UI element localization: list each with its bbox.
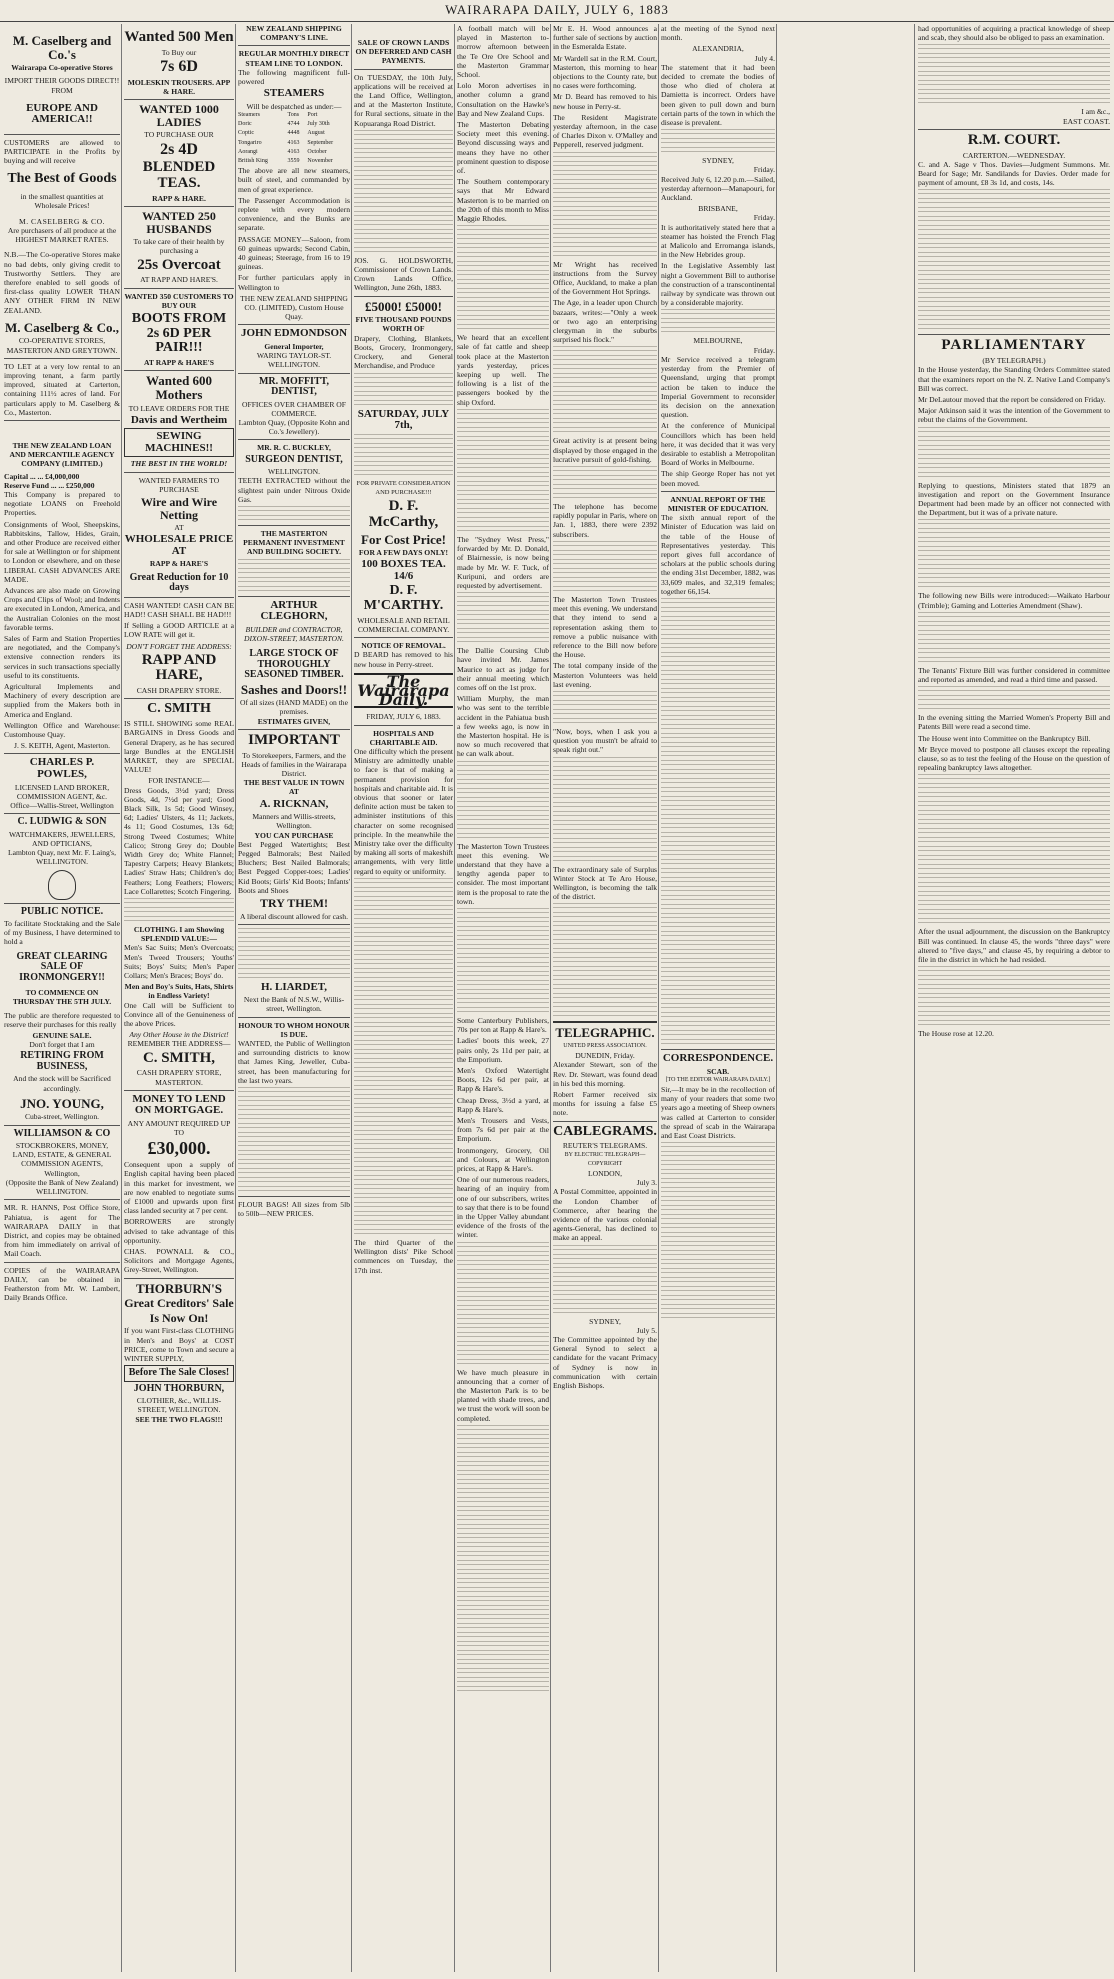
column-7 [661,24,775,1972]
column-4 [354,24,453,1972]
ricknan-address: Manners and Willis-streets, Wellington. [252,812,336,831]
retiring-heading: RETIRING FROM BUSINESS, [20,1050,104,1072]
import-line: IMPORT THEIR GOODS DIRECT!! FROM [4,76,120,95]
call-text: One Call will be Sufficient to Convince all of the Genuineness of the above Prices. [124,1000,234,1028]
monthly-line: REGULAR MONTHLY DIRECT STEAM LINE TO LONDON. [238,49,350,68]
remember-address: REMEMBER THE ADDRESS— [127,1039,231,1049]
builder: BUILDER and CONTRACTOR, DIXON-STREET, MASTERTON. [244,624,344,643]
moffitt-offices: OFFICES OVER CHAMBER OF COMMERCE. [241,399,346,418]
williamson-title: STOCKBROKERS, MONEY, LAND, ESTATE, & GENERAL COMMISSION AGENTS, Wellington, [12,1141,112,1178]
debating-item: The Masterton Debating Society meet this evening. Beyond discussing ways and means they have no other prominent question to dispose of. [457,120,549,176]
july-5: July 5. [636,1325,657,1335]
estimates: ESTIMATES GIVEN, [257,716,331,726]
young-name: JNO. YOUNG, [20,1095,104,1111]
southern-item: The Southern contemporary says that Mr Edward Masterton is to be married on the 20th of this month to Miss Maggie Rhodes. [457,177,549,224]
education-report: The sixth annual report of the Minister of Education was laid on the table of the House of Representatives yesterday. This report gives full accordance of scholars at the public schools during the ending 31st December, 1882, was 33,609 males, and 32,319 females; together 66,154. [661,513,775,596]
trustees-item: The Masterton Town Trustees meet this evening. We understand that they have a lengthy agenda paper to consider. The most important item is the proposal to rate the town. [457,841,549,906]
railway-item: In the Legislative Assembly last night a Government Bill to authorise the construction of a transcontinental railway by syndicate was thrown out by a considerable majority. [661,261,775,308]
produce-text: Are purchasers of all produce at the HIGHEST MARKET RATES. [7,225,117,245]
further-particulars: For further particulars apply in Wellington to [238,273,350,292]
oxford-boots-item: Men's Oxford Watertight Boots, 12s 6d per pair, at Rapp & Hare's. [457,1065,549,1094]
bankruptcy-item: The House went into Committee on the Bankruptcy Bill. [918,733,1091,743]
dont-forget-address: DON'T FORGET THE ADDRESS: [126,641,232,651]
column-6 [553,24,657,1972]
rapp-and-hare: RAPP AND HARE, [141,651,217,684]
reuters-line: REUTER'S TELEGRAMS. [562,1141,648,1151]
letter-signature: EAST COAST. [1063,116,1110,126]
farmer-item: Robert Farmer received six months for issuing a false £5 note. [553,1090,657,1118]
advances-text: Advances are also made on Growing Crops and Clips of Wool; and Indents are executed in London, America, and the Australian Colonies on the most favorable terms. [4,586,120,632]
wardell-item: Mr Wardell sat in the R.M. Court, Masterton, this morning to hear objections to the County rate, but no cases were forthcoming. [553,53,657,91]
column-rule [121,24,122,1972]
column-2 [124,24,234,1972]
thorburns: THORBURN'S [136,1280,222,1296]
wanted-public: WANTED, the Public of Wellington and surrounding districts to know that James King, Jeweller, Cuba-street, has been manufacturing for the last two years. [238,1039,350,1085]
copyright-line: BY ELECTRIC TELEGRAPH—COPYRIGHT [564,1151,646,1167]
large-stock: LARGE STOCK OF THOROUGHLY SEASONED TIMBER. [244,648,344,681]
blended-teas: BLENDED TEAS. [142,159,216,192]
caselberg-heading: M. Caselberg and Co.'s [12,33,112,62]
sydney-dateline: SYDNEY, [589,1316,621,1326]
ironmongery-item: Ironmongery, Grocery, Oil and Colours, at Wellington prices, at Rapp & Hare's. [457,1145,549,1174]
dunedin-dateline: DUNEDIN, Friday. [575,1051,635,1061]
service-item: Mr Service received a telegram yesterday from the Premier of Queensland, urging that prompt action be taken to induce the Imperial Government to reconsider its decision on the annexation question. [661,354,775,420]
williamson-address: (Opposite the Bank of New Zealand) WELLINGTON. [5,1177,119,1197]
capital-line: Capital ... ... £4,000,000 [4,471,80,481]
july-4: July 4. [754,53,775,63]
beard-removal: D BEARD has removed to his new house in Perry-street. [354,650,453,669]
synod-line: at the meeting of the Synod next month. [661,24,775,43]
postal-item: A Postal Committee, appointed in the London Chamber of Commerce, after hearing the evidence of the various colonial agents-General, has declined to make an appeal. [553,1187,657,1243]
firm-name: M. CASELBERG & CO. [18,216,105,226]
evening-item: In the evening sitting the Married Women's Property Bill and Patents Bill were read a second time. [918,713,1110,732]
cash-wanted: CASH WANTED! CASH CAN BE HAD!! CASH SHALL BE HAD!!! [124,600,234,619]
try-them: TRY THEM! [260,895,328,910]
agent-text: J. S. KEITH, Agent, Masterton. [14,741,110,751]
above-steamers: The above are all new steamers, built of steel, and commanded by men of great experience. [238,166,350,194]
consequent-text: Consequent upon a supply of English capital having been placed in this market for investment, we are now enabled to negotiate sums of £1000 and upwards upon first class landed security at 7 per cent. [124,1160,234,1216]
crown-lands-heading: SALE OF CROWN LANDS ON DEFERRED AND CASH PAYMENTS. [355,38,452,66]
column-rule [550,24,551,1972]
dont-forget: Don't forget that I am [29,1040,95,1050]
alexandria-dateline: ALEXANDRIA, [692,44,744,54]
nz-shipping-heading: NEW ZEALAND SHIPPING COMPANY'S LINE. [246,24,342,43]
creditors-sale: Great Creditors' Sale [124,1296,234,1311]
replying-item: Replying to questions, Ministers stated that 1879 an investigation and report on the Government Insurance Department had been made by an officer not connected with the Department, but it was of a private nature. [918,480,1110,518]
cost-price: For Cost Price! [361,531,446,547]
tuesday-text: On TUESDAY, the 10th July, applications will be received at the Land Office, Wellington, and at the Masterton Institute, for Rural sections, situate in the Kopuaranga Road District. [354,72,453,128]
wanted-250-husbands: WANTED 250 HUSBANDS [142,209,216,236]
john-thorburn: JOHN THORBURN, [133,1382,225,1394]
london-dateline: LONDON, [588,1168,622,1178]
to-buy-our: To Buy our [161,47,197,57]
july-3: July 3. [636,1178,657,1188]
nb-text: N.B.—The Co-operative Stores make no bad debts, only giving credit to Trustworthy Settlers. They are therefore enabled to sell goods of first-class quality LOWER THAN ANY OTHER FIRM IN NEW ZEALAND. [4,250,120,315]
table-row: Doric 4744 July 30th [238,121,330,128]
friday-2: Friday. [753,213,775,223]
great-reduction: Great Reduction for 10 days [129,571,229,594]
coop-stores-2: CO-OPERATIVE STORES, [18,336,106,346]
c-smith-2: C. SMITH, [142,1049,216,1066]
genuine-sale: GENUINE SALE. [32,1030,92,1040]
brisbane-dateline: BRISBANE, [698,204,738,214]
public-notice-heading: PUBLIC NOTICE. [20,905,104,917]
column-1 [4,24,120,1972]
ship-item: The ship George Roper has not yet been moved. [661,469,775,488]
page-header: WAIRARAPA DAILY, JULY 6, 1883 [445,2,669,17]
five-thousand-pounds: FIVE THOUSAND POUNDS WORTH OF [355,315,452,334]
c-smith: C. SMITH [147,701,211,717]
honour-heading: HONOUR TO WHOM HONOUR IS DUE. [238,1020,350,1039]
powles-title: LICENSED LAND BROKER, COMMISSION AGENT, &c. [14,782,110,801]
moleskin-trousers: MOLESKIN TROUSERS. APP & HARE. [127,77,231,96]
wanted-500-men: Wanted 500 Men [124,29,234,45]
boots-heading: BOOTS FROM 2s 6D PER PAIR!!! [131,311,227,356]
primacy-item: The Committee appointed by the General Synod to select a candidate for the vacant Primacy of Sydney is now in communication with certain English Bishops. [553,1334,657,1390]
mccarthy: D. F. McCarthy, [368,498,439,530]
williamson-heading: WILLIAMSON & CO [13,1127,111,1139]
smith-store: CASH DRAPERY STORE, MASTERTON. [136,1068,222,1087]
scab-letter: Sir,—It may be in the recollection of many of your readers that some two years ago a meeting of Sheep owners was called at Carterton to consider the spread of scab in the Wairarapa and East Coast Districts. [661,1084,775,1140]
location: MASTERTON AND GREYTOWN. [6,345,118,355]
powles-heading: CHARLES P. POWLES, [29,756,95,781]
for-instance: FOR INSTANCE— [148,776,210,786]
sewing-machines: SEWING MACHINES!! [124,428,234,457]
beard-item: Mr D. Beard has removed to his new house in Perry-st. [553,92,657,111]
shipping-company: THE NEW ZEALAND SHIPPING CO. (LIMITED), Custom House Quay. [240,293,348,322]
coop-stores: Wairarapa Co-operative Stores [11,63,113,73]
teeth-text: TEETH EXTRACTED without the slightest pain under Nitrous Oxide Gas. [238,476,350,504]
rm-court-heading: R.M. COURT. [967,131,1061,148]
column-rule [776,24,777,1972]
table-row: Aorangi 4163 October [238,148,327,155]
pownall-text: CHAS. POWNALL & CO., Solicitors and Mortgage Agents, Grey-Street, Wellington. [124,1246,234,1275]
at-rapp-hare-2: AT RAPP & HARE'S [144,358,214,368]
table-row: Coptic 4448 August [238,130,325,137]
wanted-600-mothers: Wanted 600 Mothers [145,373,213,402]
ludwig-title: WATCHMAKERS, JEWELLERS, AND OPTICIANS, [8,829,116,848]
young-address: Cuba-street, Wellington. [24,1112,100,1122]
readers-item: One of our numerous readers, hearing of an inquiry from one of our subscribers, writes to say that there is to be found in the Upper Valley abundant evidence of the frosts of the winter. [457,1175,549,1240]
other-house: Any Other House in the District! [129,1030,229,1040]
consignments-text: Consignments of Wool, Sheepskins, Rabbitskins, Tallow, Hides, Grain, and other Produce are received either for sale at Wellington or for shipment to London or elsewhere, and on these LIBERAL CASH ADVANCES ARE MADE. [4,519,120,584]
sum-30000: £30,000. [147,1138,211,1159]
wood-item: Mr E. H. Wood announces a further sale of sections by auction in the Esmeralda Estate. [553,24,657,52]
ludwig-heading: C. LUDWIG & SON [17,816,107,828]
discount-text: A liberal discount allowed for cash. [240,911,348,921]
dfm: D. F. M'CARTHY. [363,583,444,614]
boots-list: Best Pegged Watertights; Best Pegged Balmorals; Best Nailed Bluchers; Best Nailed Balmorals; Best Pegged Copper-toes; Ladies' Kid Boots; Girls' Kid Boots; Infants' Boots and Shoes [238,839,350,895]
table-row: British King 3559 November [238,157,333,164]
best-value: THE BEST VALUE IN TOWN AT [243,778,345,797]
public-notice-text: To facilitate Stocktaking and the Sale of my Business, I have determined to hold a [4,919,120,947]
tradesmen-text: To Storekeepers, Farmers, and the Heads of families in the Wairarapa District. [241,750,347,778]
hospitals-heading: HOSPITALS AND CHARITABLE AID. [369,728,438,747]
age-item: The Age, in a leader upon Church bazaars, writes:—"Only a week or two ago an enterprising clergyman in the suburbs surprised his flock." [553,298,657,345]
sizes-text: Of all sizes (HAND MADE) on the premises. [240,698,348,717]
atkinson-item: Major Atkinson said it was the intention of the Government to rebut the claims of the Government. [918,406,1110,425]
you-can-purchase: YOU CAN PURCHASE [254,830,334,840]
french-flag-item: It is authoritatively stated here that a steamer has hoisted the French Flag at Malicolo and Erromanga islands, in the New Hebrides group. [661,222,775,260]
news-body: We heard that an excellent sale of fat cattle and sheep took place at the Masterton yards yesterday, prices keeping up well. The following is a list of the passengers booked by the ship Oxford. [457,333,549,407]
office-text: Wellington Office and Warehouse: Customhouse Quay. [4,720,120,740]
saturday-date: SATURDAY, JULY 7th, [357,407,450,432]
cheap-dress-item: Cheap Dress, 3½d a yard, at Rapp & Hare's. [457,1095,549,1114]
price-2s-4d: 2s 4D [160,140,198,158]
clothes-list: Men's Sac Suits; Men's Overcoats; Men's Tweed Trousers; Youths' Suits; Boys' Suits; Men's Paper Collars; Men's Braces; Boys' do. [124,943,234,980]
following-steamers: The following magnificent full-powered [238,67,350,87]
by-telegraph: (BY TELEGRAPH.) [982,356,1046,366]
melbourne-dateline: MELBOURNE, [693,336,743,346]
manapouri-item: Received July 6, 12.20 p.m.—Sailed, yesterday afternoon—Manapouri, for Auckland. [661,174,775,203]
column-3 [238,24,350,1972]
despatched-line: Will be despatched as under:— [246,101,342,111]
sashes-doors: Sashes and Doors!! [240,681,348,697]
stewart-item: Alexander Stewart, son of the Rev. Dr. Stewart, was found dead in his bed this morning. [553,1060,657,1088]
cash-drapery-store: CASH DRAPERY STORE. [136,686,222,696]
conference-item: At the conference of Municipal Councillors which has been held here, it was decided that it was very desirable to establish a Metropolitan Board of Works in Melbourne. [661,421,775,468]
cholera-item: The statement that it had been decided to cremate the bodies of those who died of cholera at Damietta is incorrect. Orders have been given to pull down and burn certain parts of the town in which the disease is prevalent. [661,62,775,128]
europe-heading: EUROPE AND AMERICA!! [26,101,98,126]
goods-list: Dress Goods, 3½d yard; Dress Goods, 4d, 7½d per yard; Good Black Silk, 1s 5d; Good Winsey, 6d; Ladies' Ulsters, 4s 11; Jackets, 4s 11; Good Costumes, 13s 6d; Strong Tweed Costumes; White Calico; Strong Grey do; Double Width Grey do; White Flannel; Tapestry Carpets; Heavy Blankets; Ladies' Straw Hats; Children's do; Feathers; Long Feathers; Flowers; Lace Collarettes; Scotch Fingering. [124,785,234,896]
five-thousand: £5000! £5000! [365,298,442,314]
rapp-hare-1: RAPP & HARE. [152,193,206,203]
column-rule [235,24,236,1972]
header-rule [0,21,1114,22]
table-row: Tongariro 4163 September [238,139,334,146]
column-rule [914,24,915,1972]
boxes-tea: 100 BOXES TEA. 14/6 [361,558,446,582]
overcoat-heading: 25s Overcoat [137,256,221,273]
best-goods-heading: The Best of Goods [7,170,117,186]
sale-date: TO COMMENCE ON THURSDAY THE 5TH JULY. [12,988,112,1007]
trousers-item: Men's Trousers and Vests, from 7s 6d per pair at the Emporium. [457,1116,549,1144]
gold-fishing-item: Great activity is at present being displayed by those engaged in the lucrative pursuit of gold-fishing. [553,436,657,464]
liardet-address: Next the Bank of N.S.W., Willis-street, Wellington. [243,995,345,1014]
flour-bags: FLOUR BAGS! All sizes from 5lb to 50lb—NEW PRICES. [238,1200,350,1219]
clothing-heading: CLOTHING. I am Showing SPLENDID VALUE:— [133,924,225,944]
waring-address: WARING TAYLOR-ST. WELLINGTON. [256,351,332,370]
reserve-line: Reserve Fund ... ... £250,000 [4,480,95,490]
notice-of-removal: NOTICE OF REMOVAL. [361,641,446,651]
friday-1: Friday. [753,165,775,175]
clothier: CLOTHIER, &c., WILLIS-STREET, WELLINGTON. [136,1396,222,1415]
moffitt: MR. MOFFITT, DENTIST, [258,375,330,398]
best-goods-sub: in the smallest quantities at Wholesale Prices! [20,192,104,211]
leave-orders: TO LEAVE ORDERS FOR THE [128,403,230,413]
house-rose: The House rose at 12.20. [918,1029,994,1039]
standing-orders: In the House yesterday, the Standing Orders Committee stated that the examiners report on the N. Z. Native Land Company's Bill was correct. [918,365,1110,393]
any-amount: ANY AMOUNT REQUIRED UP TO [127,1118,231,1138]
caselberg-heading-2: M. Caselberg & Co., [4,319,120,335]
education-heading: ANNUAL REPORT OF THE MINISTER OF EDUCATION. [667,494,769,513]
liardet: H. LIARDET, [260,980,328,993]
is-now-on: Is Now On! [149,1310,209,1325]
volunteers-item: The total company inside of the Masterton Volunteers was held last evening. [553,661,657,689]
scab-letter-end: had opportunities of acquiring a practical knowledge of sheep and scab, they should also be obliged to pass an examination. [918,24,1110,43]
paper-title: The Wairarapa Daily. [354,673,453,709]
scab-heading: SCAB. [706,1066,730,1076]
wholesale-company: WHOLESALE AND RETAIL COMMERCIAL COMPANY. [357,615,450,635]
hospitals-text: One difficulty which the present Ministry are admittedly unable to face is that of making a permanent provision for hospitals and charitable aid. It is obvious that sooner or later definite action must be taken to administer institutions of this character on some recognised principle. In the meanwhile the Ministry take over the difficulty by making all sorts of makeshift arrangements, with very little regard to equity or uniformity. [354,747,453,876]
few-days: FOR A FEW DAYS ONLY! [358,548,449,558]
cablegrams-heading: CABLEGRAMS. [553,1123,657,1139]
rapp-hare-3: RAPP & HARE'S [149,559,209,569]
sunday-item: The "Sydney West Press," forwarded by Mr. D. Donald, of Blairnessie, is now being made by Mr. W. F. Tuck, of Kuripuni, and orders are requested by advertisement. [457,534,549,590]
health-text: To take care of their health by purchasing a [133,237,225,256]
passenger-accom: The Passenger Accommodation is replete with every modern convenience, and the Bunks are separate. [238,195,350,233]
smith-text: IS STILL SHOWING some REAL BARGAINS in Dress Goods and General Drapery, as he has secured large Bundles at the ENGLISH MARKET, they are SPECIAL VALUE! [124,719,234,775]
wanted-350-customers: WANTED 350 CUSTOMERS TO BUY OUR [124,291,234,310]
column-rule [658,24,659,1972]
price-7s-6d: 7s 6D [160,57,198,75]
wire-netting: Wire and Wire Netting [140,495,218,522]
football-item: A football match will be played in Masterton to-morrow afternoon between the Te Ore Ore School and the Masterton Grammar School. [457,24,549,80]
buckley-location: WELLINGTON. [268,467,320,477]
court-cases: C. and A. Sage v Thos. Davies—Judgment Summons. Mr. Beard for Sage; Mr. Sandilands for Davies. Order made for payment of amount, £8 3s 1d, and costs, 14s. [918,159,1110,188]
ladies-boots-item: Ladies' boots this week, 27 pairs only, 2s 11d per pair, at the Emporium. [457,1036,549,1064]
carterton-wednesday: CARTERTON.—WEDNESDAY. [962,150,1066,160]
to-purchase-our: TO PURCHASE OUR [144,130,214,140]
sales-text: Sales of Farm and Station Properties are negotiated, and the Company's extensive connection renders its services in such transactions specially useful to its constituents. [4,634,120,680]
customers-text: CUSTOMERS are allowed to PARTICIPATE in the Profits by buying and will receive [4,137,120,166]
at-rapp-hare: AT RAPP AND HARE'S. [140,275,218,285]
correspondence-heading: CORRESPONDENCE. [662,1051,774,1064]
shirts-line: Men and Boy's Suits, Hats, Shirts in Endless Variety! [124,982,234,1001]
trustees-item-2: The Masterton Town Trustees meet this evening. We understand that they intend to send a representation asking them to remove a public nuisance with reference to the Bill now before the House. [553,594,657,660]
telegraphic-heading: TELEGRAPHIC. [555,1025,655,1041]
permanent-society: THE MASTERTON PERMANENT INVESTMENT AND BUILDING SOCIETY. [243,528,345,557]
friday-3: Friday. [753,345,775,355]
two-flags: SEE THE TWO FLAGS!!! [135,1414,223,1424]
bryce-item: Mr Bryce moved to postpone all clauses except the repealing clause, so as to test the feeling of the House on the question of repealing bankruptcy laws altogether. [918,744,1110,773]
powles-office: Office—Wallis-Street, Wellington [10,800,114,810]
clearing-sale-heading: GREAT CLEARING SALE OF IRONMONGERY!! [16,950,108,983]
copies-notice: COPIES of the WAIRARAPA DAILY, can be obtained in Featherston from Mr. W. Lambert, Daily Brands Office. [4,1265,120,1303]
general-importer: General Importer, [264,341,324,351]
steamers-heading: STEAMERS [263,87,325,100]
sacrificed-text: And the stock will be Sacrificed accordingly. [13,1074,111,1093]
davis-wertheim: Davis and Wertheim [130,413,228,426]
watch-emblem-icon [48,870,76,900]
private-consideration: FOR PRIVATE CONSIDERATION AND PURCHASE!!! [356,479,451,496]
ricknan: A. RICKNAN, [259,797,329,810]
want-clothing: If you want First-class CLOTHING in Men's and Boys' at COST PRICE, come to Town and secure a WINTER SUPPLY, [124,1326,234,1364]
if-selling: If Selling a GOOD ARTICLE at a LOW RATE will get it. [124,621,234,640]
telephone-item: The telephone has become rapidly popular in Paris, where on Jan. 1, 1883, there were 2392 subscribers. [553,502,657,539]
best-in-world: THE BEST IN THE WORLD! [130,459,228,469]
surgeon-dentist: SURGEON DENTIST, [245,453,343,465]
wright-item: Mr Wright has received instructions from the Survey Office, Auckland, to make a plan of the Government Hot Springs. [553,259,657,297]
to-let-ad: TO LET at a very low rental to an improving tenant, a farm partly improved, situated at Carterton, containing 111½ acres of land. For particulars apply to M. Caselberg & Co., Masterton. [4,361,120,417]
fine-item: Some Canterbury Publishers, 70s per ton at Rapp & Hare's. [457,1015,549,1035]
to-editor: [TO THE EDITOR WAIRARAPA DAILY.] [665,1076,771,1083]
division-item: After the usual adjournment, the discussion on the Bankruptcy Bill was continued. In clause 45, the words "three days" were altered to "five days," and clause 45, by requiring a debtor to file in the district in which he had resided. [918,927,1110,964]
money-to-lend: MONEY TO LEND ON MORTGAGE. [132,1092,226,1117]
magistrate-item: The Resident Magistrate yesterday afternoon, in the case of Charles Dixon v. O'Malley and Pepperell, reserved judgment. [553,112,657,150]
before-sale-closes: Before The Sale Closes! [124,1365,234,1382]
hanns-notice: MR. R. HANNS, Post Office Store, Pahiatua, is agent for The WAIRARAPA DAILY in that District, and copies may be obtained from him immediately on arrival of Mail Coach. [4,1203,120,1259]
borrowers-text: BORROWERS are strongly advised to take advantage of this opportunity. [124,1217,234,1245]
delautour-item: Mr DeLautour moved that the report be considered on Friday. [918,394,1106,404]
paper-date: FRIDAY, JULY 6, 1883. [366,712,441,722]
dallie-item: The Dallie Coursing Club have invited Mr. James Maurice to act as judge for their annual meeting which comes off on the 1st prox. [457,646,549,692]
tenants-item: The Tenants' Fixture Bill was further considered in committee and reported as amended, and read a third time and passed. [918,665,1110,684]
welling-school: The third Quarter of the Wellington dists' Pike School commences on Tuesday, the 17th inst. [354,1237,453,1275]
park-item: We have much pleasure in announcing that a corner of the Masterton Park is to be planted with shade trees, and we trust the work will soon be completed. [457,1367,549,1423]
nz-loan-heading: THE NEW ZEALAND LOAN AND MERCANTILE AGENCY COMPANY (LIMITED.) [9,440,115,469]
william-item: William Murphy, the man who was sent to the terrible accident in the Pahiatua bush a few weeks ago, is now in the Masterton hospital. He is now so much recovered that he can walk about. [457,694,549,759]
agri-text: Agricultural Implements and Machinery of every description are supplied from the Makers both in America and England. [4,682,120,719]
consultation-item: Lolo Moron advertises in another column a grand Consultation on the Hawke's Bay and New Zealand Cups. [457,81,549,118]
boys-item: "Now, boys, when I ask you a question you mustn't be afraid to speak right out." [553,726,657,755]
united-press: UNITED PRESS ASSOCIATION. [563,1042,647,1049]
buckley: MR. R. C. BUCKLEY, [257,443,331,453]
at-word: AT [174,523,184,533]
sydney-dateline-2: SYDNEY, [702,156,734,166]
steamer-table: Steamers Tons Port Doric 4744 July 30th Coptic 4448 August Tongariro 4163 September Aorangi 4163 October British King 3559 November [238,111,350,166]
edmondson: JOHN EDMONDSON [240,327,348,340]
important-heading: IMPORTANT [248,731,340,748]
wholesale-price: WHOLESALE PRICE AT [124,533,234,557]
ludwig-address: Lambton Quay, next Mr. F. Laing's, WELLINGTON. [7,848,117,867]
wanted-1000-ladies: WANTED 1000 LADIES [139,102,219,129]
passage-money: PASSAGE MONEY—Saloon, from 60 guineas upwards; Second Cabin, 40 guineas; Steerage, from 16 to 19 guineas. [238,234,350,272]
column-rule [454,24,455,1972]
column-rule [351,24,352,1972]
new-bills-item: The following new Bills were introduced:—Waikato Harbour (Trimble); Gaming and Lotteries Amendment (Shaw). [918,591,1110,610]
letter-closing: I am &c., [1081,107,1110,117]
surplus-sale-item: The extraordinary sale of Surplus Winter Stock at Te Aro House, Wellington, is becoming the talk of the district. [553,864,657,902]
public-request: The public are therefore requested to reserve their purchases for this really [4,1010,120,1029]
parliamentary-heading: PARLIAMENTARY [941,337,1087,354]
cleghorn: ARTHUR CLEGHORN, [260,598,328,623]
loans-text: This Company is prepared to negotiate LOANS on Freehold Properties. [4,490,120,518]
column-8 [918,24,1110,1972]
column-5 [457,24,549,1972]
moffitt-address: Lambton Quay, (Opposite Kohn and Co.'s Jewellery). [238,418,350,437]
holdsworth-signature: JOS. G. HOLDSWORTH, Commissioner of Crown Lands. Crown Lands Office, Wellington, June 26th, 1883. [354,255,453,293]
wanted-farmers: WANTED FARMERS TO PURCHASE [138,475,220,494]
drapery-text: Drapery, Clothing, Blankets, Boots, Grocery, Ironmongery, Crockery, and General Merchandise, and Produce [354,333,453,371]
